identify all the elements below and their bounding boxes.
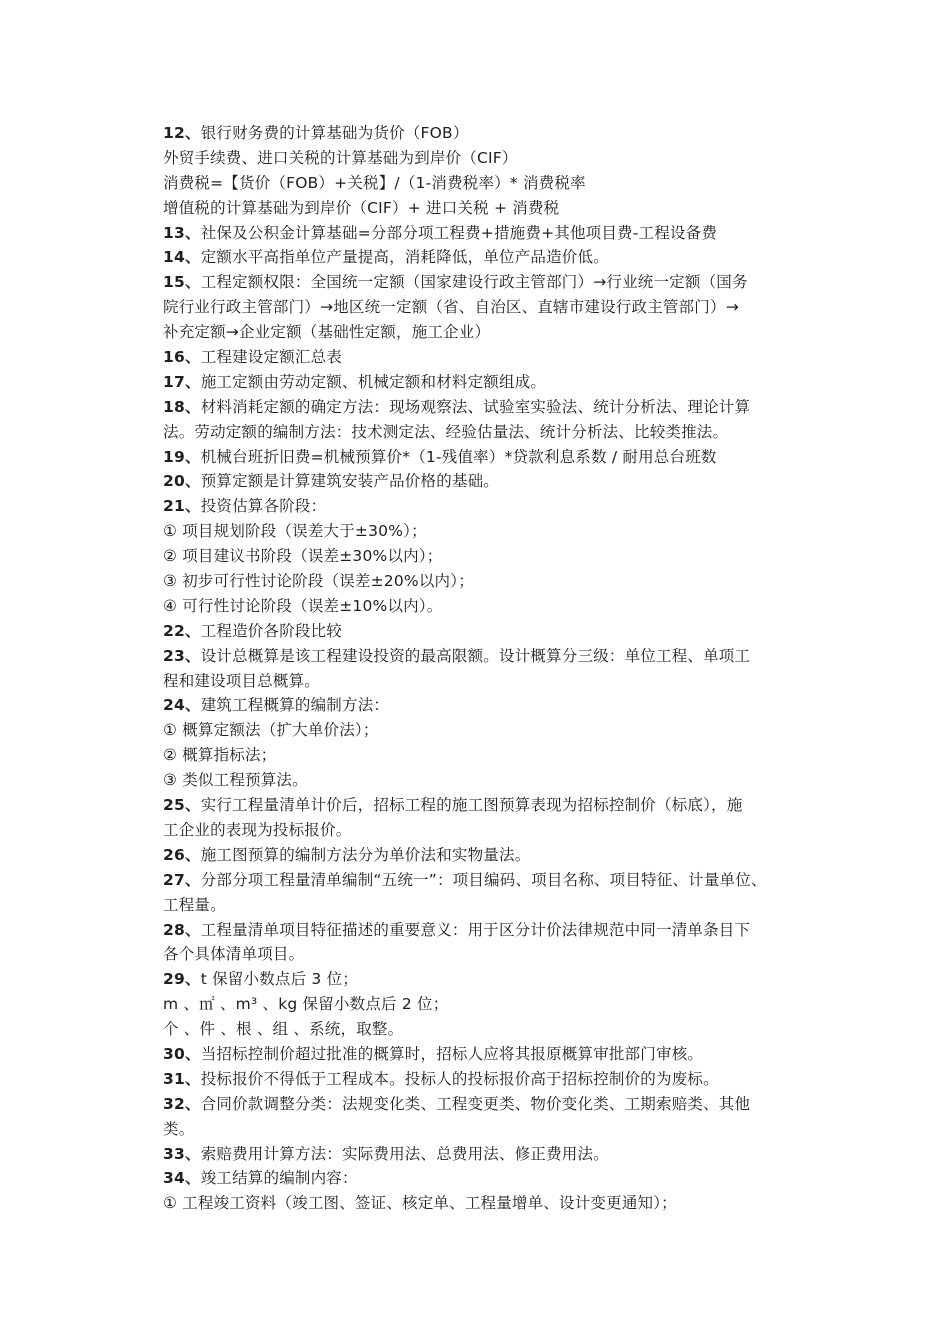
item-separator: 、: [184, 845, 201, 864]
line-text: ④ 可行性讨论阶段（误差±10%以内）。: [163, 596, 443, 615]
item-separator: 、: [184, 920, 201, 939]
item-number: 26: [163, 845, 185, 864]
continuation-line: [163, 893, 803, 918]
item-separator: 、: [184, 796, 201, 815]
line-text: 当招标控制价超过批准的概算时，招标人应将其报原概算审批部门审核。: [200, 1044, 704, 1063]
item-separator: 、: [184, 970, 201, 989]
numbered-item-line: [163, 1067, 803, 1092]
item-separator: 、: [184, 1044, 201, 1063]
continuation-line: [163, 295, 803, 320]
line-text: 增值税的计算基础为到岸价（CIF）+ 进口关税 + 消费税: [163, 198, 560, 217]
continuation-line: [163, 1191, 803, 1216]
item-number: 19: [163, 447, 185, 466]
line-text: 法。劳动定额的编制方法：技术测定法、经验估量法、统计分析法、比较类推法。: [163, 422, 729, 441]
numbered-item-line: [163, 619, 803, 644]
item-number: 16: [163, 348, 185, 367]
numbered-item-line: [163, 693, 803, 718]
item-number: 30: [163, 1044, 185, 1063]
item-separator: 、: [184, 1144, 201, 1163]
document-body: [163, 121, 803, 1216]
line-text: 建筑工程概算的编制方法：: [200, 696, 390, 715]
item-number: 20: [163, 472, 185, 491]
item-separator: 、: [184, 372, 201, 391]
item-separator: 、: [184, 696, 201, 715]
line-text: 个 、件 、根 、组 、系统，取整。: [163, 1020, 404, 1039]
item-separator: 、: [184, 348, 201, 367]
continuation-line: [163, 196, 803, 221]
numbered-item-line: [163, 644, 803, 669]
line-text: 工程建设定额汇总表: [200, 348, 342, 367]
item-separator: 、: [184, 1094, 201, 1113]
continuation-line: [163, 743, 803, 768]
line-text: ① 项目规划阶段（误差大于±30%）；: [163, 522, 427, 541]
numbered-item-line: [163, 370, 803, 395]
continuation-line: [163, 544, 803, 569]
line-text: 工程造价各阶段比较: [200, 621, 342, 640]
numbered-item-line: [163, 221, 803, 246]
line-text: 机械台班折旧费=机械预算价*（1-残值率）*贷款利息系数 / 耐用总台班数: [200, 447, 717, 466]
line-text: ② 项目建议书阶段（误差±30%以内）；: [163, 547, 443, 566]
line-text: 工程定额权限：全国统一定额（国家建设行政主管部门）→行业统一定额（国务: [200, 273, 748, 292]
numbered-item-line: [163, 494, 803, 519]
item-number: 18: [163, 397, 185, 416]
item-number: 33: [163, 1144, 185, 1163]
item-separator: 、: [184, 397, 201, 416]
item-separator: 、: [184, 223, 201, 242]
line-text: 银行财务费的计算基础为货价（FOB）: [200, 124, 469, 142]
item-number: 12: [163, 124, 185, 142]
line-text: 工程量。: [163, 895, 226, 914]
line-text: 设计总概算是该工程建设投资的最高限额。设计概算分三级：单位工程、单项工: [200, 646, 751, 665]
item-separator: 、: [184, 1069, 201, 1088]
numbered-item-line: [163, 395, 803, 420]
item-separator: 、: [184, 497, 201, 516]
line-text: ① 工程竣工资料（竣工图、签证、核定单、工程量增单、设计变更通知）；: [163, 1194, 677, 1213]
continuation-line: [163, 420, 803, 445]
line-text: 程和建设项目总概算。: [163, 671, 321, 690]
item-separator: 、: [184, 646, 201, 665]
numbered-item-line: [163, 918, 803, 943]
line-text: ③ 初步可行性讨论阶段（误差±20%以内）；: [163, 572, 474, 591]
numbered-item-line: [163, 868, 803, 893]
line-text: 合同价款调整分类：法规变化类、工程变更类、物价变化类、工期索赔类、其他: [200, 1094, 751, 1113]
numbered-item-line: [163, 1042, 803, 1067]
item-number: 34: [163, 1169, 185, 1188]
line-text: 类。: [163, 1119, 195, 1138]
item-number: 27: [163, 870, 185, 889]
continuation-line: [163, 1017, 803, 1042]
numbered-item-line: [163, 270, 803, 295]
line-text: 定额水平高指单位产量提高，消耗降低，单位产品造价低。: [200, 248, 609, 267]
continuation-line: [163, 171, 803, 196]
item-separator: 、: [184, 273, 201, 292]
item-number: 31: [163, 1069, 185, 1088]
line-text: 补充定额→企业定额（基础性定额，施工企业）: [163, 323, 491, 342]
line-text: 消费税=【货价（FOB）+关税】/（1-消费税率）* 消费税率: [163, 173, 586, 192]
item-number: 14: [163, 248, 185, 267]
item-number: 15: [163, 273, 185, 292]
line-text: 施工图预算的编制方法分为单价法和实物量法。: [200, 845, 531, 864]
line-text: ② 概算指标法；: [163, 746, 277, 765]
numbered-item-line: [163, 121, 803, 146]
numbered-item-line: [163, 793, 803, 818]
numbered-item-line: [163, 345, 803, 370]
line-text: t 保留小数点后 3 位；: [200, 970, 359, 989]
line-text: 外贸手续费、进口关税的计算基础为到岸价（CIF）: [163, 148, 518, 167]
numbered-item-line: [163, 843, 803, 868]
continuation-line: [163, 519, 803, 544]
line-text: 投资估算各阶段：: [200, 497, 327, 516]
line-text: 工企业的表现为投标报价。: [163, 820, 352, 839]
numbered-item-line: [163, 445, 803, 470]
continuation-line: [163, 992, 803, 1017]
continuation-line: [163, 1117, 803, 1142]
numbered-item-line: [163, 1092, 803, 1117]
item-number: 29: [163, 970, 185, 989]
item-separator: 、: [184, 447, 201, 466]
item-number: 17: [163, 372, 185, 391]
numbered-item-line: [163, 967, 803, 992]
continuation-line: [163, 718, 803, 743]
line-text: ③ 类似工程预算法。: [163, 771, 308, 790]
line-text: 投标报价不得低于工程成本。投标人的投标报价高于招标控制价的为废标。: [200, 1069, 719, 1088]
item-number: 21: [163, 497, 185, 516]
numbered-item-line: [163, 469, 803, 494]
item-number: 23: [163, 646, 185, 665]
line-text: 竣工结算的编制内容：: [200, 1169, 358, 1188]
continuation-line: [163, 146, 803, 171]
line-text: 索赔费用计算方法：实际费用法、总费用法、修正费用法。: [200, 1144, 609, 1163]
continuation-line: [163, 569, 803, 594]
item-separator: 、: [184, 248, 201, 267]
numbered-item-line: [163, 245, 803, 270]
line-text: 工程量清单项目特征描述的重要意义：用于区分计价法律规范中同一清单条目下: [200, 920, 751, 939]
item-number: 32: [163, 1094, 185, 1113]
item-number: 25: [163, 796, 185, 815]
item-number: 24: [163, 696, 185, 715]
item-separator: 、: [184, 870, 201, 889]
item-separator: 、: [184, 621, 201, 640]
line-text: 各个具体清单项目。: [163, 945, 305, 964]
line-text: ① 概算定额法（扩大单价法）；: [163, 721, 379, 740]
continuation-line: [163, 594, 803, 619]
line-text: m 、㎡ 、m³ 、kg 保留小数点后 2 位；: [163, 995, 449, 1014]
line-text: 分部分项工程量清单编制“五统一”：项目编码、项目名称、项目特征、计量单位、: [200, 870, 767, 889]
continuation-line: [163, 818, 803, 843]
item-separator: 、: [184, 1169, 201, 1188]
item-number: 28: [163, 920, 185, 939]
continuation-line: [163, 768, 803, 793]
item-number: 22: [163, 621, 185, 640]
line-text: 材料消耗定额的确定方法：现场观察法、试验室实验法、统计分析法、理论计算: [200, 397, 751, 416]
item-separator: 、: [184, 124, 201, 142]
continuation-line: [163, 669, 803, 694]
numbered-item-line: [163, 1142, 803, 1167]
continuation-line: [163, 942, 803, 967]
item-number: 13: [163, 223, 185, 242]
continuation-line: [163, 320, 803, 345]
numbered-item-line: [163, 1166, 803, 1191]
line-text: 院行业行政主管部门）→地区统一定额（省、自治区、直辖市建设行政主管部门）→: [163, 298, 739, 317]
line-text: 施工定额由劳动定额、机械定额和材料定额组成。: [200, 372, 547, 391]
line-text: 预算定额是计算建筑安装产品价格的基础。: [200, 472, 499, 491]
line-text: 社保及公积金计算基础=分部分项工程费+措施费+其他项目费-工程设备费: [200, 223, 718, 242]
line-text: 实行工程量清单计价后，招标工程的施工图预算表现为招标控制价（标底），施: [200, 796, 743, 815]
item-separator: 、: [184, 472, 201, 491]
